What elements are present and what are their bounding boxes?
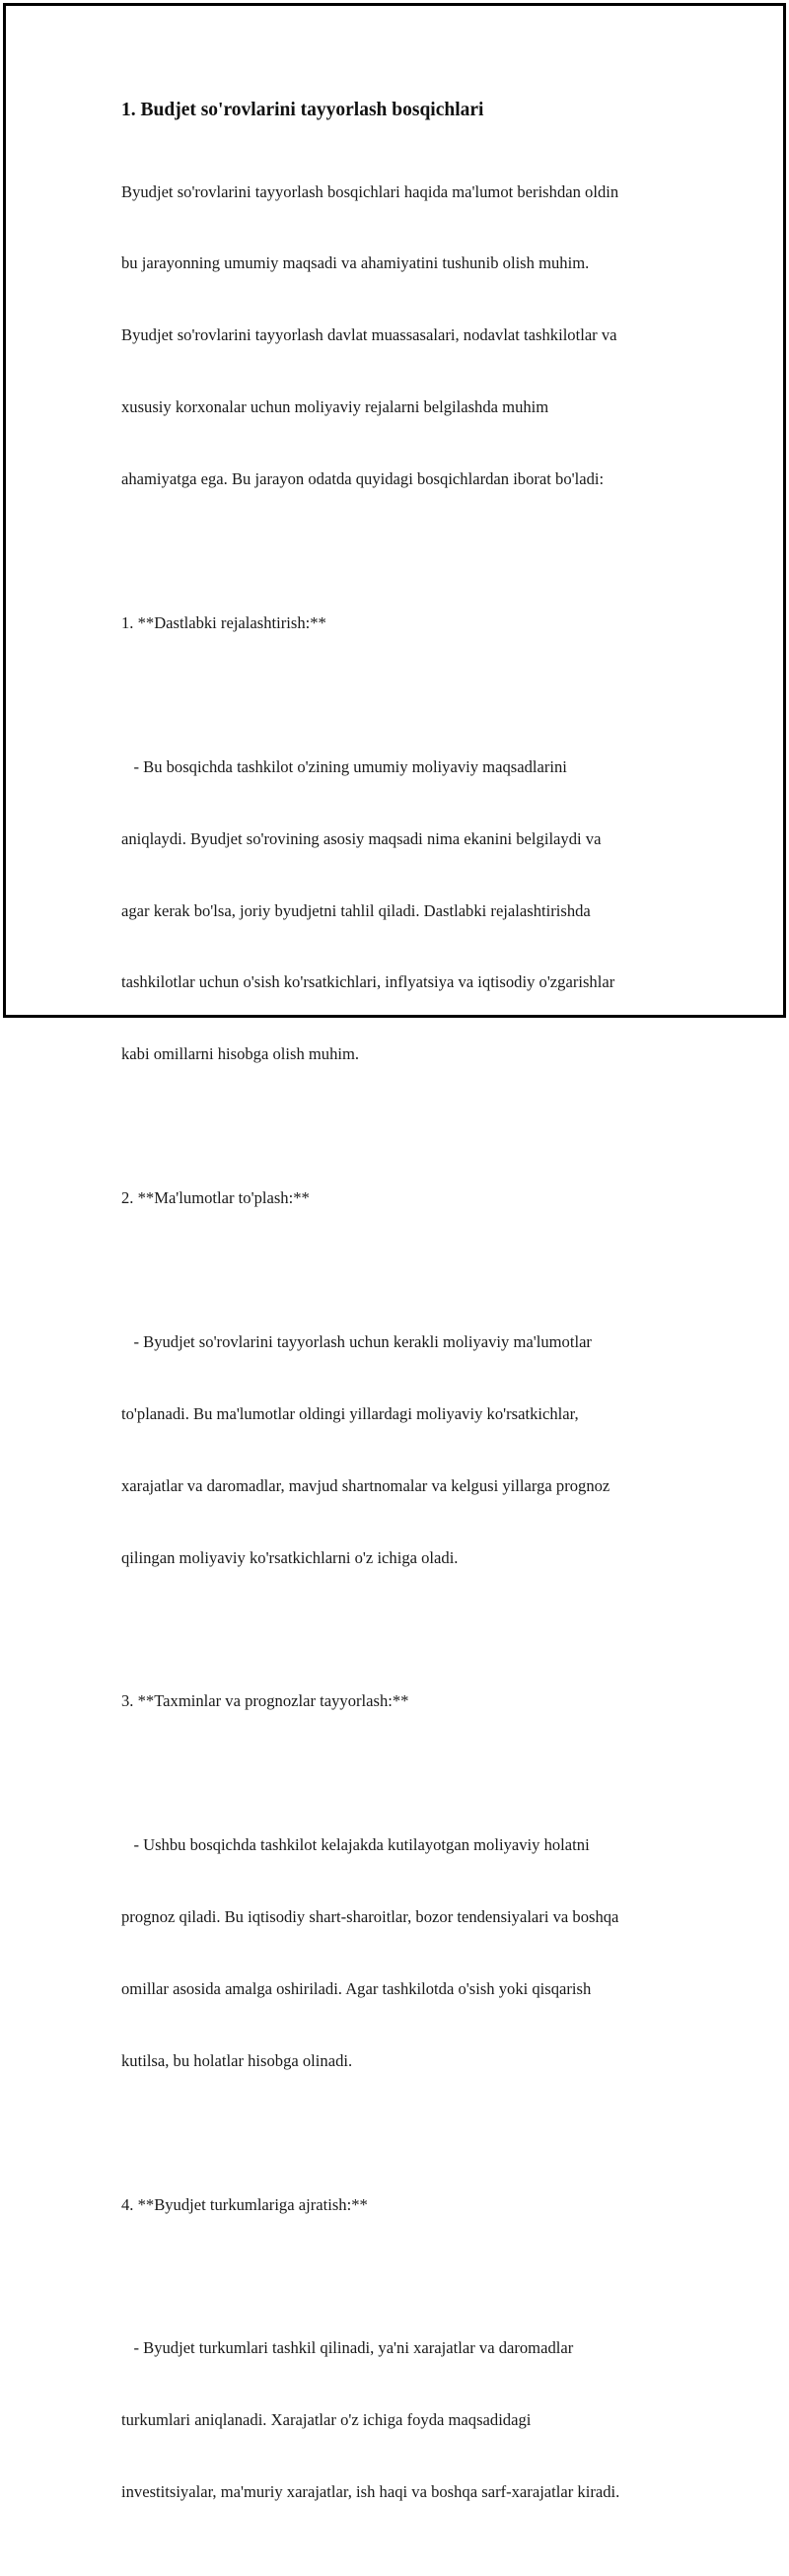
step-1-description bbox=[121, 707, 693, 1114]
text-line: omillar asosida amalga oshiriladi. Agar tashkilotda o'sish yoki qisqarish bbox=[121, 1978, 592, 1998]
text-line: qilingan moliyaviy ko'rsatkichlarni o'z ichiga oladi. bbox=[121, 1547, 459, 1567]
step-2-description bbox=[121, 1282, 693, 1617]
step-1-title bbox=[121, 563, 693, 682]
text-line: 1. **Dastlabki rejalashtirish:** bbox=[121, 612, 326, 632]
text-line: agar kerak bo'lsa, joriy byudjetni tahlil qiladi. Dastlabki rejalashtirishda bbox=[121, 900, 591, 920]
text-line: 4. **Byudjet turkumlariga ajratish:** bbox=[121, 2194, 368, 2214]
text-line: xususiy korxonalar uchun moliyaviy rejalarni belgilashda muhim bbox=[121, 397, 549, 417]
text-line: Byudjet so'rovlarini tayyorlash bosqichlari haqida ma'lumot berishdan oldin bbox=[121, 181, 619, 201]
text-line: - Byudjet so'rovlarini tayyorlash uchun kerakli moliyaviy ma'lumotlar bbox=[121, 1331, 592, 1351]
text-line: kutilsa, bu holatlar hisobga olinadi. bbox=[121, 2050, 353, 2070]
text-line: 2. **Ma'lumotlar to'plash:** bbox=[121, 1188, 310, 1208]
step-4-description bbox=[121, 2289, 693, 2552]
document-body bbox=[121, 98, 693, 2576]
text-line: aniqlaydi. Byudjet so'rovining asosiy maqsadi nima ekanini belgilaydi va bbox=[121, 828, 602, 848]
step-2-title bbox=[121, 1138, 693, 1257]
page-frame bbox=[3, 3, 786, 2502]
text-line: kabi omillarni hisobga olish muhim. bbox=[121, 1044, 360, 1064]
step-4-title bbox=[121, 2145, 693, 2264]
text-line: investitsiyalar, ma'muriy xarajatlar, ish haqi va boshqa sarf-xarajatlar kiradi. bbox=[121, 2482, 620, 2502]
text-line: bu jarayonning umumiy maqsadi va ahamiyatini tushunib olish muhim. bbox=[121, 253, 590, 273]
text-line: - Ushbu bosqichda tashkilot kelajakda kutilayotgan moliyaviy holatni bbox=[121, 1835, 590, 1855]
section-heading: 1. Budjet so'rovlarini tayyorlash bosqichlari bbox=[121, 100, 484, 120]
text-line: Byudjet so'rovlarini tayyorlash davlat muassasalari, nodavlat tashkilotlar va bbox=[121, 325, 617, 345]
text-line: ahamiyatga ega. Bu jarayon odatda quyidagi bosqichlardan iborat bo'ladi: bbox=[121, 469, 605, 489]
text-line: 3. **Taxminlar va prognozlar tayyorlash:** bbox=[121, 1691, 409, 1711]
text-line: xarajatlar va daromadlar, mavjud shartnomalar va kelgusi yillarga prognoz bbox=[121, 1475, 610, 1495]
step-3-title bbox=[121, 1642, 693, 1761]
text-line: tashkilotlar uchun o'sish ko'rsatkichlari, inflyatsiya va iqtisodiy o'zgarishlar bbox=[121, 972, 615, 992]
text-line: turkumlari aniqlanadi. Xarajatlar o'z ichiga foyda maqsadidagi bbox=[121, 2410, 532, 2430]
intro-paragraph bbox=[121, 132, 693, 539]
text-line: - Byudjet turkumlari tashkil qilinadi, ya'ni xarajatlar va daromadlar bbox=[121, 2338, 574, 2358]
step-3-description bbox=[121, 1785, 693, 2120]
text-line: - Bu bosqichda tashkilot o'zining umumiy moliyaviy maqsadlarini bbox=[121, 756, 567, 776]
text-line: prognoz qiladi. Bu iqtisodiy shart-sharoitlar, bozor tendensiyalari va boshqa bbox=[121, 1906, 619, 1926]
text-line: to'planadi. Bu ma'lumotlar oldingi yillardagi moliyaviy ko'rsatkichlar, bbox=[121, 1403, 579, 1423]
